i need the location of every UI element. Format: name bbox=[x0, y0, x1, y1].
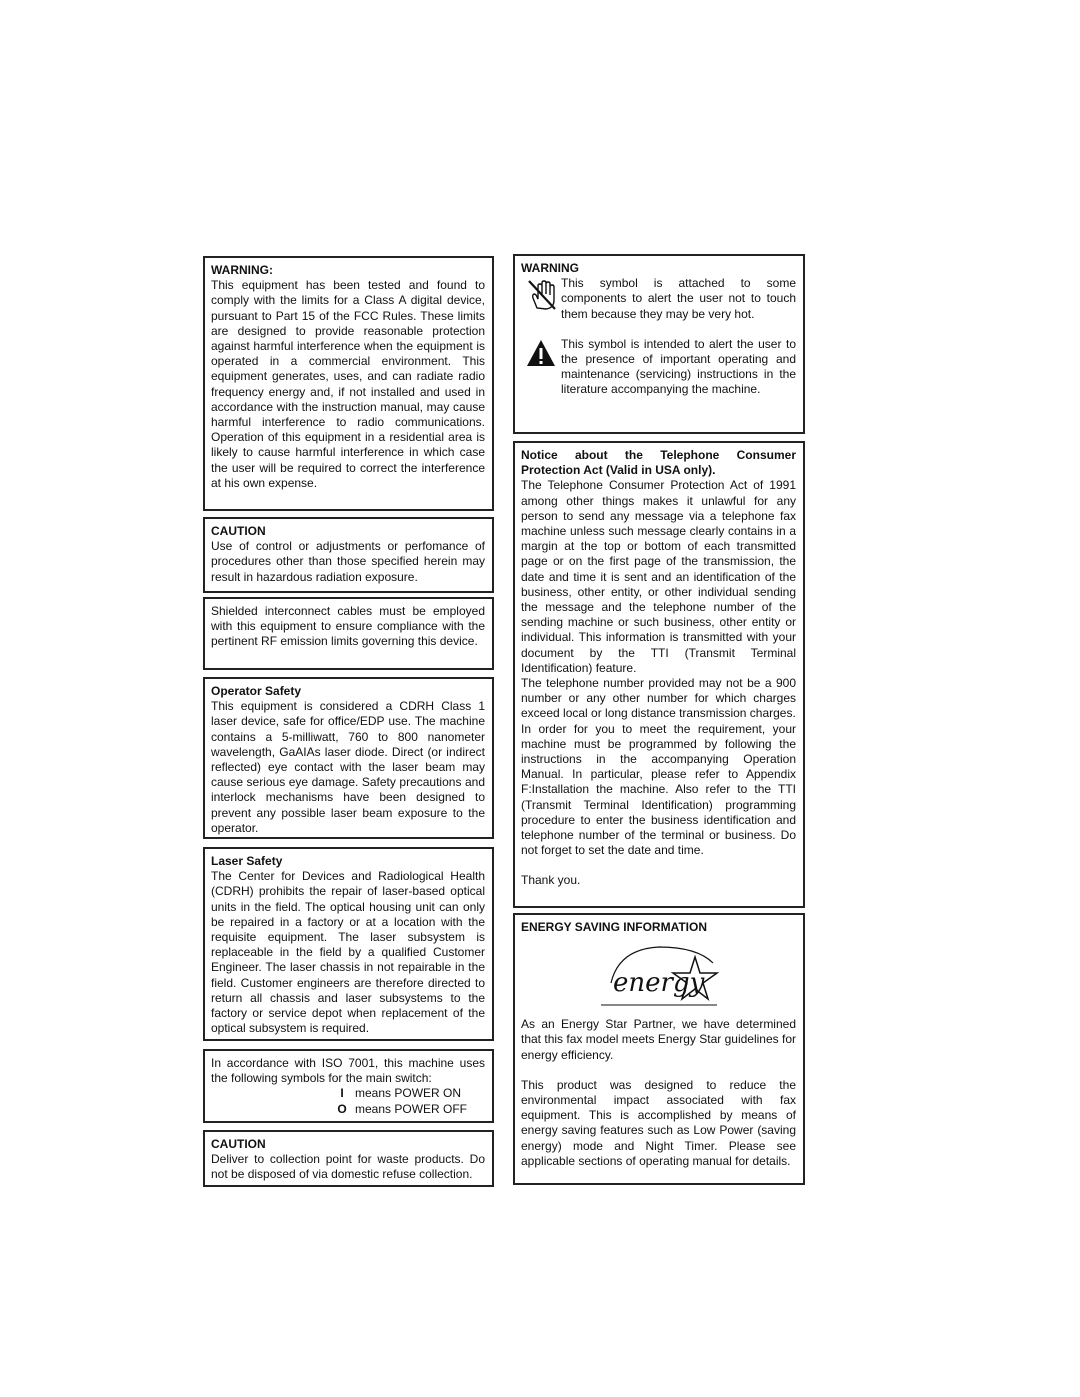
energy-logo-word: energy bbox=[612, 968, 704, 999]
power-on-line bbox=[211, 1086, 485, 1101]
laser-safety-text: The Center for Devices and Radiological Health (CDRH) prohibits the repair of laser-based optical units in the field. The optical housing unit can only be repaired in a factory or at a location with the requisite equipment. The laser subsystem is replaceable in the field by a qualified Customer Engineer. The laser chassis in not repairable in the field. Customer engineers are therefore directed to return all chassis and laser subsystems to the factory or service depot when replacement of the optical subsystem is required. bbox=[211, 869, 485, 1036]
fcc-warning-text: This equipment has been tested and found to comply with the limits for a Class A digital device, pursuant to Part 15 of the FCC Rules. These limits are designed to provide reasonable protection against harmful interference when the equipment is operated in a commercial environment. This equipment generates, uses, and can radiate radio frequency energy and, if not installed and used in accordance with the instruction manual, may cause harmful interference to radio communications. Operation of this equipment in a residential area is likely to cause harmful interference in which case the user will be required to correct the interference at his own expense. bbox=[211, 278, 485, 490]
hot-symbol-row bbox=[521, 276, 796, 322]
energy-star-logo bbox=[521, 941, 796, 1009]
fcc-warning-box bbox=[203, 256, 494, 511]
caution-waste-text: Deliver to collection point for waste products. Do not be disposed of via domestic refuse collection. bbox=[211, 1152, 485, 1182]
warning-triangle-icon bbox=[521, 337, 561, 367]
tcpa-notice-box bbox=[513, 441, 805, 908]
laser-safety-box bbox=[203, 847, 494, 1041]
tcpa-paragraph-1: The Telephone Consumer Protection Act of 1991 among other things makes it unlawful for any person to send any message via a telephone fax machine unless such message clearly contains in a margin at the top or bottom of each transmitted page or on the first page of the transmission, the date and time it is sent and an identification of the business, other entity, or other individual sending the message and the telephone number of the sending machine or such business, other entity or individual. This information is transmitted with your document by the TTI (Transmit Terminal Identification) feature. bbox=[521, 478, 796, 675]
hot-symbol-text: This symbol is attached to some components to alert the user not to touch them because they may be very hot. bbox=[561, 276, 796, 321]
energy-paragraph-2: This product was designed to reduce the environmental impact associated with fax equipment. This is accomplished by means of energy saving features such as Low Power (saving energy) mode and Night Timer. Please see applicable sections of operating manual for details. bbox=[521, 1077, 796, 1168]
warning-symbols-box bbox=[513, 254, 805, 434]
shielded-cables-text: Shielded interconnect cables must be employed with this equipment to ensure compliance with the pertinent RF emission limits governing this device. bbox=[211, 604, 485, 649]
power-off-line bbox=[211, 1102, 485, 1117]
operator-safety-box bbox=[203, 677, 494, 839]
caution-waste-box bbox=[203, 1130, 494, 1187]
caution-waste-heading: CAUTION bbox=[211, 1137, 266, 1151]
iso-switch-box bbox=[203, 1049, 494, 1123]
no-touch-hand-icon bbox=[521, 276, 561, 312]
fcc-warning-heading: WARNING: bbox=[211, 263, 273, 277]
tcpa-paragraph-3: In order for you to meet the requirement, your machine must be programmed by following the instructions in the accompanying Operation Manual. In particular, please refer to Appendix F:Installation the machine. Also refer to the TTI (Transmit Terminal Identification) programming procedure to enter the business identification and telephone number of the terminal or business. Do not forget to set the date and time. bbox=[521, 721, 796, 858]
alert-symbol-row bbox=[521, 337, 796, 398]
power-off-symbol: O bbox=[337, 1101, 347, 1116]
warning-symbols-heading: WARNING bbox=[521, 261, 579, 275]
laser-safety-heading: Laser Safety bbox=[211, 854, 283, 868]
power-on-symbol: I bbox=[340, 1086, 344, 1101]
energy-paragraph-1: As an Energy Star Partner, we have determined that this fax model meets Energy Star guidelines for energy efficiency. bbox=[521, 1017, 796, 1062]
caution-controls-box bbox=[203, 517, 494, 593]
iso-switch-text: In accordance with ISO 7001, this machine uses the following symbols for the main switch: bbox=[211, 1056, 485, 1086]
power-off-text: means POWER OFF bbox=[355, 1101, 468, 1116]
operator-safety-heading: Operator Safety bbox=[211, 684, 302, 698]
caution-controls-text: Use of control or adjustments or perfomance of procedures other than those specified herein may result in hazardous radiation exposure. bbox=[211, 539, 485, 584]
operator-safety-text: This equipment is considered a CDRH Class 1 laser device, safe for office/EDP use. The machine contains a 5-milliwatt, 760 to 800 nanometer wavelength, GaAIAs laser diode. Direct (or indirect reflected) eye contact with the laser beam may cause serious eye damage. Safety precautions and interlock mechanisms have been designed to prevent any possible laser beam exposure to the operator. bbox=[211, 699, 485, 835]
power-on-text: means POWER ON bbox=[355, 1086, 462, 1101]
energy-heading: ENERGY SAVING INFORMATION bbox=[521, 920, 708, 934]
shielded-cables-box bbox=[203, 597, 494, 670]
tcpa-heading: Notice about the Telephone Consumer Protection Act (Valid in USA only). bbox=[521, 448, 796, 478]
tcpa-thanks: Thank you. bbox=[521, 873, 581, 888]
caution-controls-heading: CAUTION bbox=[211, 524, 266, 538]
energy-saving-box bbox=[513, 913, 805, 1185]
alert-symbol-text: This symbol is intended to alert the user to the presence of important operating and maintenance (servicing) instructions in the literature accompanying the machine. bbox=[561, 336, 796, 397]
tcpa-paragraph-2: The telephone number provided may not be a 900 number or any other number for which charges exceed local or long distance transmission charges. bbox=[521, 676, 796, 721]
